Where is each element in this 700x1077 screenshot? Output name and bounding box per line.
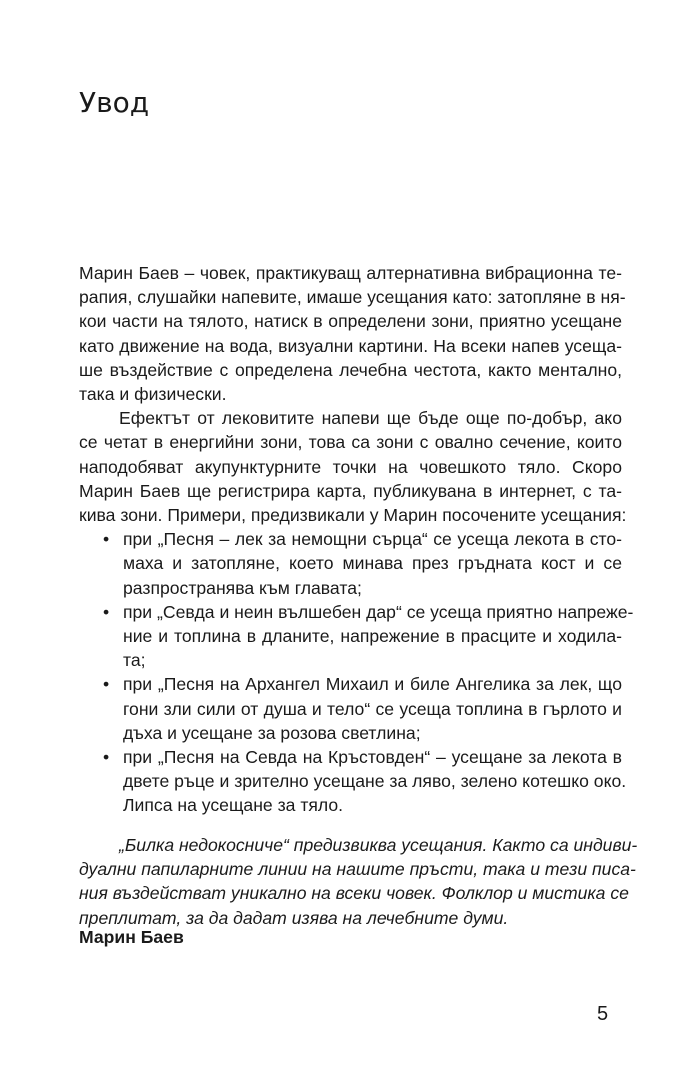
bullet-icon: • (103, 747, 110, 768)
text-line: като движение на вода, визуални картини. На всеки напев усеща- (79, 335, 622, 356)
text-line: ше въздействие с определена лечебна честота, както ментално, (79, 359, 622, 380)
bullet-item (79, 527, 622, 600)
quote-line: „Билка недокосниче“ предизвиква усещания. Както са индиви- (119, 835, 638, 855)
bullet-text: при „Песня на Архангел Михаил и биле Ангелика за лек, що (123, 674, 622, 695)
text-line: Ефектът от лековитите напеви ще бъде още по-добър, ако (119, 408, 622, 429)
bullet-text: ние и топлина в дланите, напрежение в прасците и ходила- (123, 626, 622, 647)
quote-section (79, 833, 638, 930)
bullet-text: при „Севда и неин вълшебен дар“ се усеща приятно напреже- (123, 601, 634, 622)
quote-line: дуални папиларните линии на нашите пръсти, така и тези писа- (79, 859, 636, 880)
bullet-line-wrapper (79, 527, 622, 551)
page-title: Увод (79, 86, 150, 119)
bullet-item (79, 600, 634, 673)
bullet-text: маха и затопляне, което минава през гръдната кост и се (123, 553, 622, 574)
bullet-text: при „Песня на Севда на Кръстовден“ – усещане за лекота в (123, 747, 622, 768)
bullet-line-wrapper (79, 745, 622, 769)
text-line: кои части на тялото, натиск в определени зони, приятно усещане (79, 311, 622, 332)
text-line: така и физически. (79, 384, 227, 405)
bullet-text: Липса на усещане за тяло. (123, 795, 344, 816)
bullet-item (79, 672, 622, 745)
bullet-text: гони зли сили от душа и тело“ се усеща топлина в гърлото и (123, 698, 622, 719)
text-line: се четат в енергийни зони, това са зони с овално сечение, които (79, 432, 622, 453)
text-line: кива зони. Примери, предизвикали у Марин посочените усещания: (79, 505, 627, 526)
text-line: рапия, слушайки напевите, имаше усещания като: затопляне в ня- (79, 287, 626, 308)
quote-line: ния въздействат уникално на всеки човек. Фолклор и мистика се (79, 883, 629, 904)
bullet-text: дъха и усещане за розова светлина; (123, 722, 421, 743)
bullet-item (79, 745, 627, 818)
bullet-icon: • (103, 674, 110, 695)
bullet-text: разпространява към главата; (123, 577, 362, 598)
text-line: наподобяват акупунктурните точки на човешкото тяло. Скоро (79, 456, 622, 477)
bullet-list (79, 527, 634, 817)
quote-line: преплитат, за да дадат изява на лечебните думи. (79, 907, 509, 928)
bullet-text: при „Песня – лек за немощни сърца“ се усеща лекота в сто- (123, 529, 622, 550)
bullet-text: та; (123, 650, 146, 671)
intro-section (79, 261, 634, 818)
bullet-text: двете ръце и зрително усещане за ляво, зелено котешко око. (123, 771, 627, 792)
text-line: Марин Баев – човек, практикуващ алтернативна вибрационна те- (79, 263, 622, 283)
bullet-icon: • (103, 529, 110, 550)
author-signature: Марин Баев (79, 927, 184, 947)
text-line: Марин Баев ще регистрира карта, публикувана в интернет, с та- (79, 480, 622, 501)
bullet-line-wrapper (79, 672, 622, 696)
bullet-line-wrapper (79, 600, 634, 624)
bullet-icon: • (103, 601, 110, 622)
page-number: 5 (597, 1003, 609, 1025)
